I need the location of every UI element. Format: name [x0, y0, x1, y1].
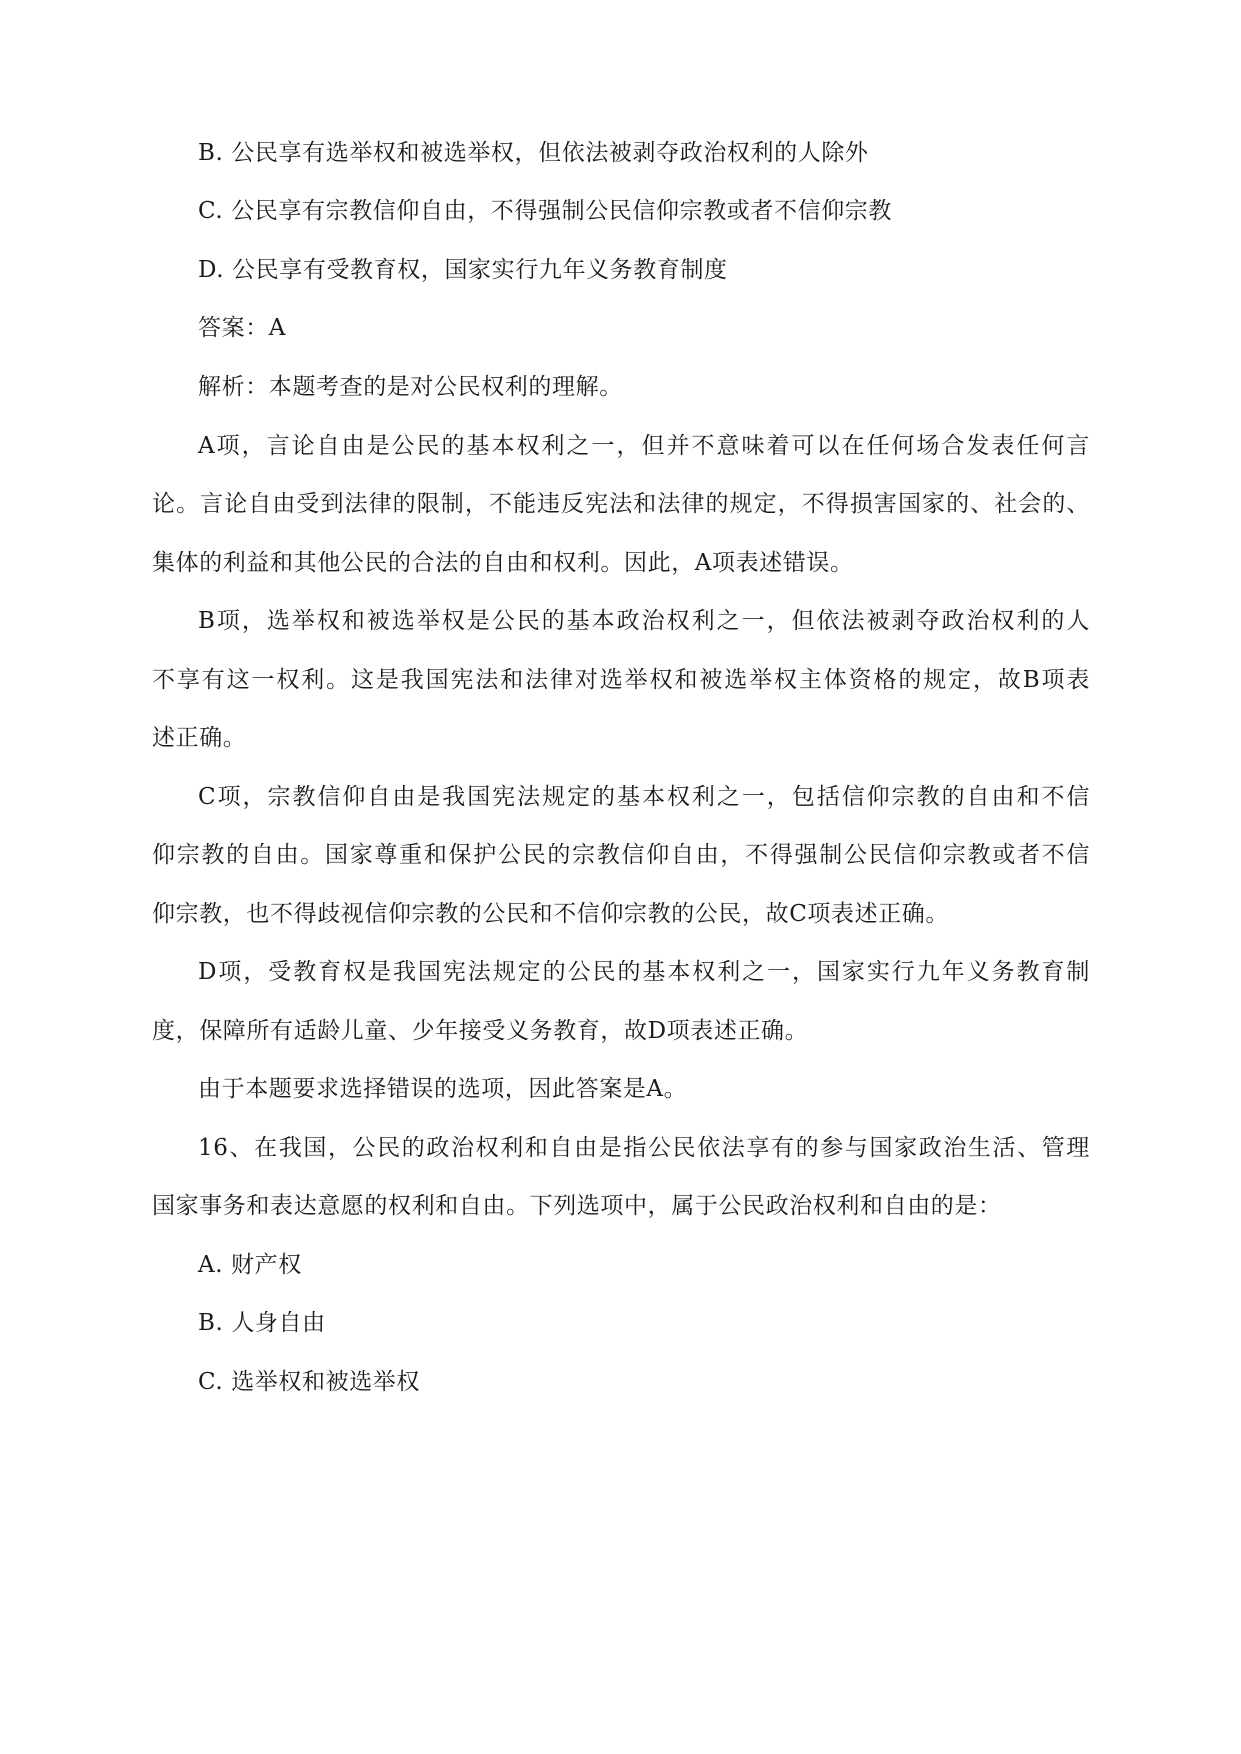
- analysis-c-line-1: C项，宗教信仰自由是我国宪法规定的基本权利之一，包括信仰宗教的自由和不信: [198, 784, 1090, 810]
- analysis-a-line-3: 集体的利益和其他公民的合法的自由和权利。因此，A项表述错误。: [152, 550, 854, 576]
- question-16-line-1: 16、在我国，公民的政治权利和自由是指公民依法享有的参与国家政治生活、管理: [198, 1135, 1090, 1161]
- option-c-line: C. 公民享有宗教信仰自由，不得强制公民信仰宗教或者不信仰宗教: [198, 198, 893, 224]
- analysis-b-line-3: 述正确。: [152, 725, 247, 751]
- q16-option-c: C. 选举权和被选举权: [198, 1369, 421, 1395]
- analysis-b-line-1: B项，选举权和被选举权是公民的基本政治权利之一，但依法被剥夺政治权利的人: [198, 608, 1090, 634]
- analysis-d-line-2: 度，保障所有适龄儿童、少年接受义务教育，故D项表述正确。: [152, 1018, 809, 1044]
- analysis-b-line-2: 不享有这一权利。这是我国宪法和法律对选举权和被选举权主体资格的规定，故B项表: [152, 667, 1090, 693]
- analysis-a-line-1: A项，言论自由是公民的基本权利之一，但并不意味着可以在任何场合发表任何言: [198, 433, 1090, 459]
- option-d-line: D. 公民享有受教育权，国家实行九年义务教育制度: [198, 257, 728, 283]
- conclusion-line: 由于本题要求选择错误的选项，因此答案是A。: [198, 1076, 688, 1102]
- analysis-heading: 解析：本题考查的是对公民权利的理解。: [198, 374, 623, 400]
- analysis-c-line-3: 仰宗教，也不得歧视信仰宗教的公民和不信仰宗教的公民，故C项表述正确。: [152, 901, 949, 927]
- question-16-line-2: 国家事务和表达意愿的权利和自由。下列选项中，属于公民政治权利和自由的是：: [152, 1193, 1002, 1219]
- analysis-c-line-2: 仰宗教的自由。国家尊重和保护公民的宗教信仰自由，不得强制公民信仰宗教或者不信: [152, 842, 1090, 868]
- analysis-a-line-2: 论。言论自由受到法律的限制，不能违反宪法和法律的规定，不得损害国家的、社会的、: [152, 491, 1090, 517]
- answer-line: 答案：A: [198, 315, 287, 341]
- analysis-d-line-1: D项，受教育权是我国宪法规定的公民的基本权利之一，国家实行九年义务教育制: [198, 959, 1090, 985]
- q16-option-a: A. 财产权: [198, 1252, 302, 1278]
- option-b-line: B. 公民享有选举权和被选举权，但依法被剥夺政治权利的人除外: [198, 140, 869, 166]
- q16-option-b: B. 人身自由: [198, 1310, 326, 1336]
